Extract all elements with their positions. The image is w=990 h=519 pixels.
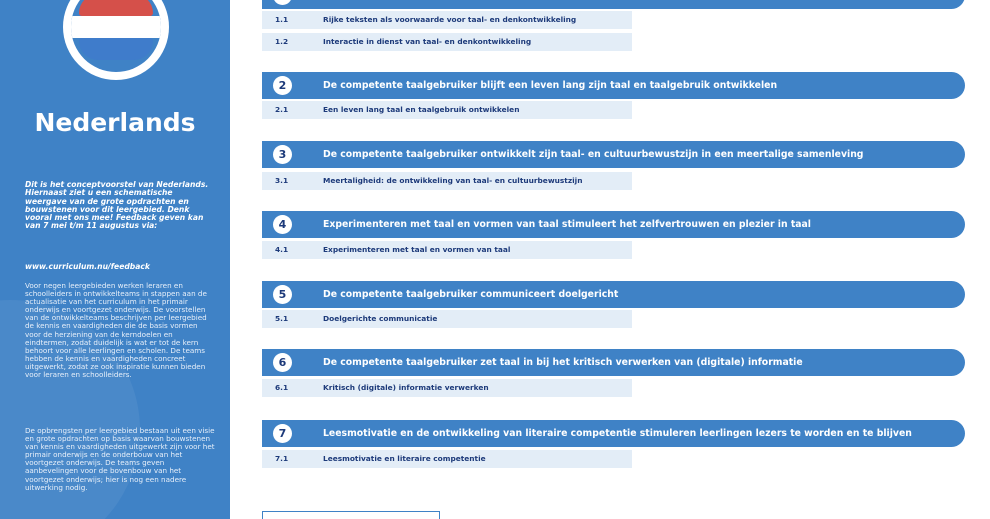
section-title: De competente taalgebruiker zet taal in bij het kritisch verwerken van (digitale) informatie [323,357,803,368]
section-title: Experimenteren met taal en vormen van taal stimuleert het zelfvertrouwen en plezier in taal [323,219,811,230]
section-title: De competente taalgebruiker ontwikkelt zijn taal- en cultuurbewustzijn in een meertalige samenleving [323,149,864,160]
section-number: 6 [273,353,292,372]
subsection-row[interactable] [262,101,632,119]
section-number: 4 [273,215,292,234]
section-header-7 [262,420,965,447]
sidebar [0,0,230,519]
section-header-5 [262,281,965,308]
feedback-link[interactable]: www.curriculum.nu/feedback [25,262,150,271]
subsection-number: 4.1 [275,245,289,254]
body-paragraph-2: De opbrengsten per leergebied bestaan uit een visie en grote opdrachten op basis waarvan bouwstenen van kennis en vaardigheden uitgewerkt zijn voor het primair onderwijs en de onderbouw van het voortgezet onderwijs. De teams geven aanbevelingen voor de bovenbouw van het voortgezet onderwijs; hier is nog een nadere uitwerking nodig. [25,426,215,492]
subsection-number: 5.1 [275,314,289,323]
section-number: 5 [273,285,292,304]
section-header-1 [262,0,965,9]
subsection-title: Doelgerichte communicatie [323,314,438,323]
dutch-flag-icon [71,0,161,72]
legend-box [262,511,440,519]
subsection-title: Meertaligheid: de ontwikkeling van taal- en cultuurbewustzijn [323,176,583,185]
section-header-6 [262,349,965,376]
section-title: De competente taalgebruiker blijft een leven lang zijn taal en taalgebruik ontwikkelen [323,80,778,91]
section-title: Leesmotivatie en de ontwikkeling van literaire competentie stimuleren leerlingen lezers te worden en te blijven [323,428,912,439]
subsection-row[interactable] [262,172,632,190]
subsection-row[interactable] [262,450,632,468]
section-header-2 [262,72,965,99]
subsection-row[interactable] [262,11,632,29]
subsection-number: 6.1 [275,383,289,392]
subject-title: Nederlands [34,108,196,137]
subsection-number: 1.2 [275,37,289,46]
section-number: 2 [273,76,292,95]
flag-badge [63,0,169,80]
subsection-number: 3.1 [275,176,289,185]
subsection-number: 1.1 [275,15,289,24]
subsection-number: 7.1 [275,454,289,463]
section-number [273,0,292,5]
section-header-3 [262,141,965,168]
intro-text: Dit is het conceptvoorstel van Nederlands. Hiernaast ziet u een schematische weergave van de grote opdrachten en bouwstenen voor dit leergebied. Denk vooral met ons mee! Feedback geven kan van 7 mei t/m 11 augustus via: [25,180,209,231]
subsection-title: Leesmotivatie en literaire competentie [323,454,486,463]
subsection-title: Interactie in dienst van taal- en denkontwikkeling [323,37,532,46]
subsection-title: Kritisch (digitale) informatie verwerken [323,383,489,392]
subsection-row[interactable] [262,310,632,328]
subsection-title: Een leven lang taal en taalgebruik ontwikkelen [323,105,520,114]
section-number: 3 [273,145,292,164]
section-title: De competente taalgebruiker communiceert doelgericht [323,289,619,300]
subsection-number: 2.1 [275,105,289,114]
section-header-4 [262,211,965,238]
subsection-row[interactable] [262,33,632,51]
subsection-title: Rijke teksten als voorwaarde voor taal- en denkontwikkeling [323,15,577,24]
subsection-title: Experimenteren met taal en vormen van taal [323,245,511,254]
body-paragraph-1: Voor negen leergebieden werken leraren en schoolleiders in ontwikkelteams in stappen aan de actualisatie van het curriculum in het primair onderwijs en voortgezet onderwijs. De voorstellen van de ontwikkelteams beschrijven per leergebied de kennis en vaardigheden die de basis vormen voor de herziening van de kerndoelen en eindtermen, zodat duidelijk is wat er tot de kern behoort voor alle leerlingen en scholen. De teams hebben de kennis en vaardigheden concreet uitgewerkt, zodat ze ook inspiratie kunnen bieden voor leraren en schoolleiders. [25,281,207,380]
subsection-row[interactable] [262,241,632,259]
subsection-row[interactable] [262,379,632,397]
section-number: 7 [273,424,292,443]
